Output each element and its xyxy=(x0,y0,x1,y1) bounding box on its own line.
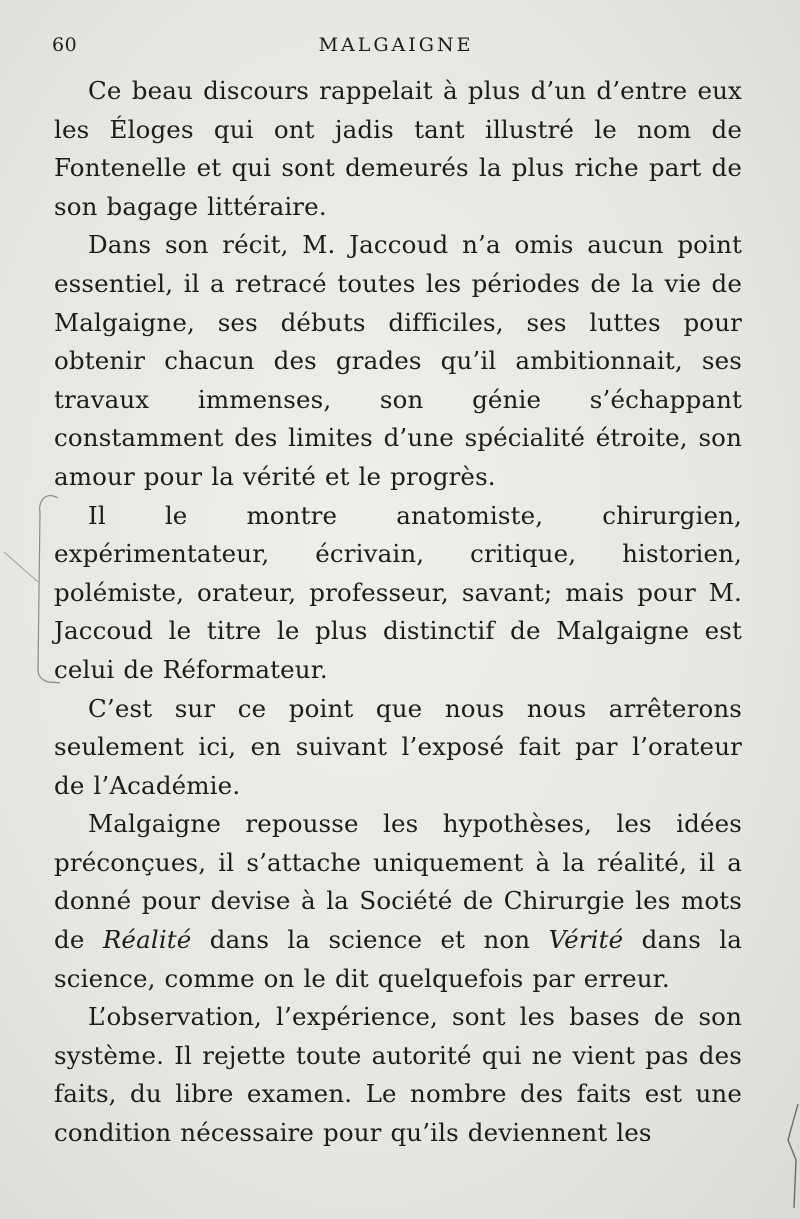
running-title: MALGAIGNE xyxy=(318,34,474,56)
paragraph-5-text-c: dans la science, comme on le dit quelquefois par erreur. xyxy=(54,925,742,993)
paragraph-2 xyxy=(54,226,742,496)
paragraph-4 xyxy=(54,690,742,806)
page-edge-mark xyxy=(770,1100,800,1210)
paragraph-3 xyxy=(54,497,742,690)
body-text xyxy=(54,72,742,1153)
paragraph-6-text: L’observation, l’expérience, sont les bases de son système. Il rejette toute autorité qui ne vient pas des faits, du libre examen. Le nombre des faits est une condition nécessaire pour qu’ils deviennent les xyxy=(54,1002,742,1148)
page-number: 60 xyxy=(52,34,78,56)
pencil-bracket-mark xyxy=(0,490,60,690)
paragraph-1-text: Ce beau discours rappelait à plus d’un d’entre eux les Éloges qui ont jadis tant illustré le nom de Fontenelle et qui sont demeurés la plus riche part de son bagage littéraire. xyxy=(54,76,742,221)
paragraph-5 xyxy=(54,805,742,998)
paragraph-5-text-a: Malgaigne repousse les hypothèses, les idées préconçues, il s’attache uniquement à la réalité, il a donné pour devise à la Société de Chirurgie les mots de xyxy=(54,809,742,955)
italic-realite: Réalité xyxy=(102,925,192,955)
paragraph-1 xyxy=(54,72,742,226)
paragraph-6 xyxy=(54,998,742,1152)
running-head xyxy=(52,34,740,60)
paragraph-2-text: Dans son récit, M. Jaccoud n’a omis aucun point essentiel, il a retracé toutes les périodes de la vie de Malgaigne, ses débuts difficiles, ses luttes pour obtenir chacun des grades qu’il ambitionnait, ses travaux immenses, son génie s’échappant constamment des limites d’une spécialité étroite, son amour pour la vérité et le progrès. xyxy=(54,230,742,491)
paragraph-4-text: C’est sur ce point que nous nous arrêterons seulement ici, en suivant l’exposé fait par l’orateur de l’Académie. xyxy=(54,693,742,800)
paragraph-3-text: Il le montre anatomiste, chirurgien, expérimentateur, écrivain, critique, historien, polémiste, orateur, professeur, savant; mais pour M. Jaccoud le titre le plus distinctif de Malgaigne est celui de Réformateur. xyxy=(54,500,742,684)
paragraph-5-text-b: dans la science et non xyxy=(191,925,549,955)
italic-verite: Vérité xyxy=(548,925,624,955)
